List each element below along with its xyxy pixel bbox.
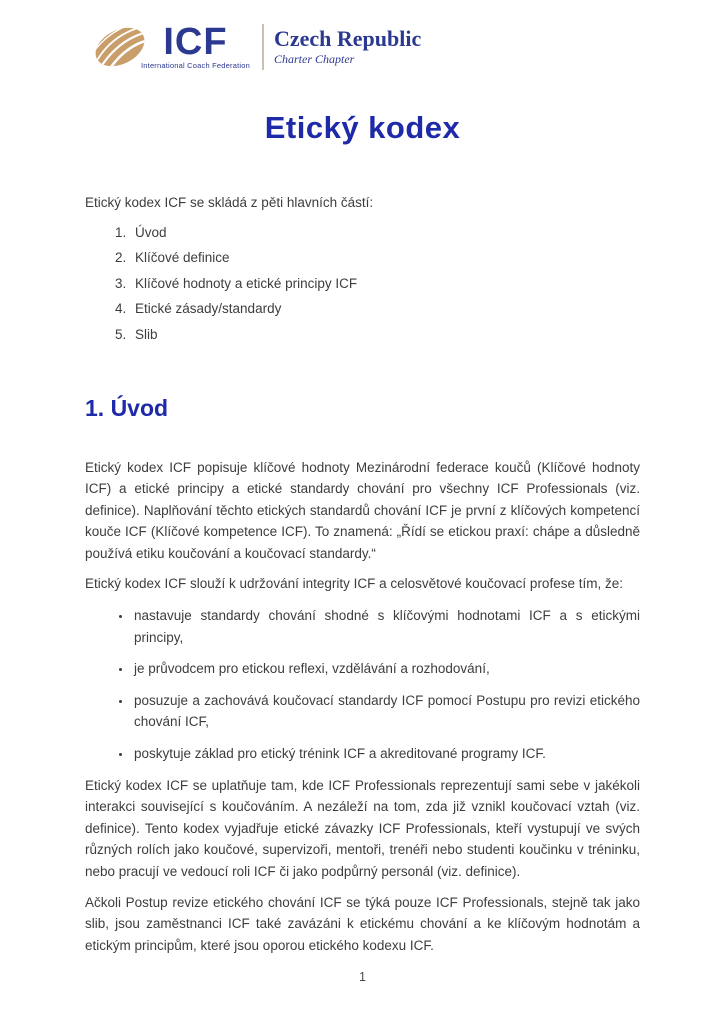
section-paragraph-1: Etický kodex ICF popisuje klíčové hodnoty Mezinárodní federace koučů (Klíčové hodnoty ICF) a etické principy a etické standardy chování pro všechny ICF Professionals (viz. definice). Naplňování těchto etických standardů chování ICF je první z klíčových kompetencí kouče ICF (Klíčové kompetence ICF). To znamená: „Řídí se etickou praxí: chápe a důsledně používá etiku koučování a koučovací standardy.“	[85, 459, 640, 561]
bullet-item: • nastavuje standardy chování shodné s klíčovými hodnotami ICF a s etickými principy,	[132, 605, 640, 648]
parts-list-item: 1. Úvod	[130, 224, 640, 241]
parts-list-item: 5. Slib	[130, 326, 640, 343]
bullet-item: • poskytuje základ pro etický trénink ICF a akreditované programy ICF.	[132, 743, 640, 765]
logo-icf-subtext: International Coach Federation	[141, 61, 250, 70]
parts-list-item: 4. Etické zásady/standardy	[130, 300, 640, 317]
logo-region-block	[274, 27, 421, 67]
parts-list-item: 3. Klíčové hodnoty a etické principy ICF	[130, 275, 640, 292]
document-title: Etický kodex	[264, 110, 461, 145]
section-heading: 1. Úvod	[85, 394, 169, 421]
parts-list-item: 2. Klíčové definice	[130, 249, 640, 266]
logo-chapter-name: Charter Chapter	[273, 52, 355, 66]
intro-lead: Etický kodex ICF se skládá z pěti hlavních částí:	[85, 195, 374, 210]
bullet-item: • posuzuje a zachovává koučovací standardy ICF pomocí Postupu pro revizi etického chování ICF,	[132, 690, 640, 733]
icf-globe-icon	[93, 20, 147, 74]
parts-list	[85, 224, 640, 343]
section-paragraph-3: Etický kodex ICF se uplatňuje tam, kde ICF Professionals reprezentují sami sebe v jakékoli interakci související s koučováním. A nezáleží na tom, zda již vznikl koučovací vztah (viz. definice). Tento kodex vyjadřuje etické závazky ICF Professionals, kteří vystupují ve svých různých rolích jako koučové, supervizoři, mentoři, trenéři nebo studenti koučinku v tréninku, nebo pracují ve vedoucí roli ICF či jako podpůrný personál (viz. definice).	[85, 777, 640, 879]
section-paragraph-2: Etický kodex ICF slouží k udržování integrity ICF a celosvětové koučovací profese tím, že:	[85, 576, 623, 592]
icf-logo	[93, 18, 640, 76]
logo-divider	[262, 24, 264, 70]
logo-icf-text: ICF	[163, 21, 228, 63]
bullet-list	[85, 605, 640, 765]
bullet-item: • je průvodcem pro etickou reflexi, vzdělávání a rozhodování,	[132, 658, 640, 680]
logo-region-name: Czech Republic	[273, 26, 422, 51]
section-paragraph-4: Ačkoli Postup revize etického chování ICF se týká pouze ICF Professionals, stejně tak jako slib, jsou zaměstnanci ICF také zavázáni k etickému chování a ke klíčovým hodnotám a etickým principům, které jsou oporou etického kodexu ICF.	[85, 894, 640, 953]
page-number: 1	[359, 970, 366, 984]
logo-icf-block	[141, 21, 250, 70]
